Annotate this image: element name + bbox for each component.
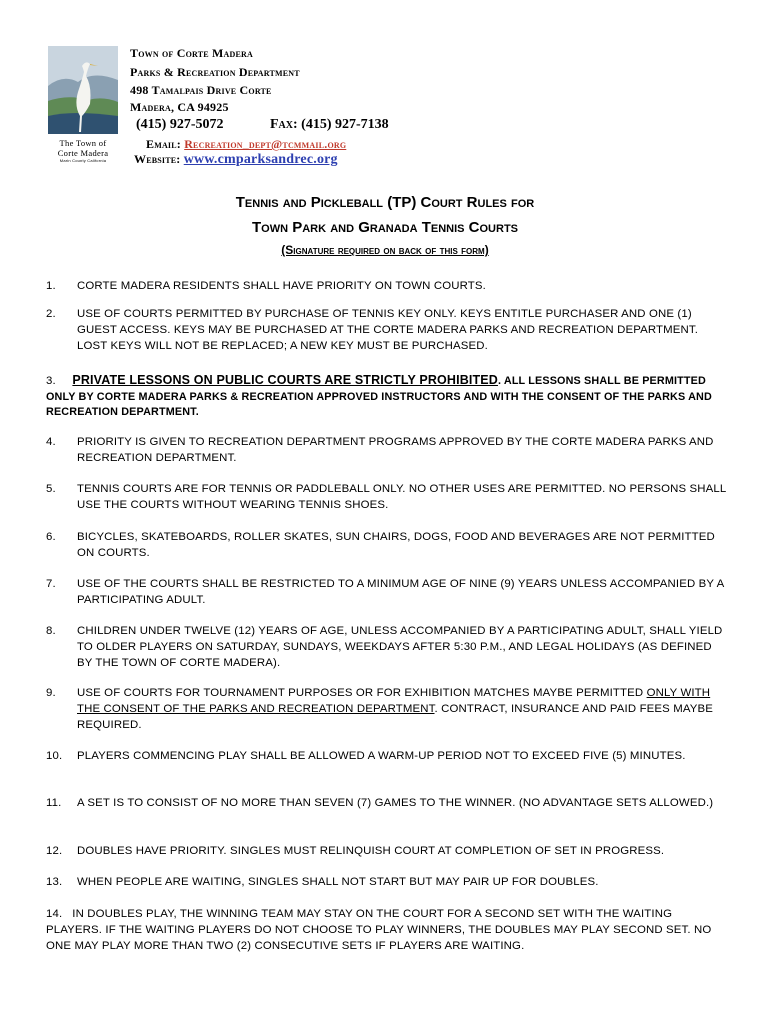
- heron-logo-image: [48, 46, 118, 134]
- rule-number: 8.: [46, 625, 56, 637]
- rule-number: 11.: [46, 797, 62, 809]
- org-address-line2: Madera, CA 94925: [130, 100, 229, 114]
- rule-number: 2.: [46, 308, 56, 320]
- rule-text: IN DOUBLES PLAY, THE WINNING TEAM MAY STAY ON THE COURT FOR A SECOND SET WITH THE WAITING PLAYERS. IF THE WAITING PLAYERS DO NOT CHOOSE TO PLAY WINNERS, THE DOUBLES MAY PLAY SECOND SET. NO ONE MAY PLAY MORE THAN TWO (2) CONSECUTIVE SETS IF PLAYERS ARE WAITING.: [46, 908, 712, 952]
- rule-12: [46, 844, 726, 860]
- rule-10: [46, 749, 726, 765]
- rule-number: 4.: [46, 436, 56, 448]
- rule-9: [46, 686, 726, 733]
- org-department: Parks & Recreation Department: [130, 65, 300, 79]
- rule-number: 3.: [46, 375, 56, 387]
- rule-text-part: . CONTRACT, INSURANCE AND PAID FEES MAYBE REQUIRED.: [77, 702, 714, 731]
- rule-text: A SET IS TO CONSIST OF NO MORE THAN SEVEN (7) GAMES TO THE WINNER. (NO ADVANTAGE SETS ALLOWED.): [77, 797, 714, 809]
- rule-text: CHILDREN UNDER TWELVE (12) YEARS OF AGE, UNLESS ACCOMPANIED BY A PARTICIPATING ADULT, SHALL YIELD TO OLDER PLAYERS ON SATURDAY, SUNDAYS, WEEKDAYS AFTER 5:30 P.M., AND LEGAL HOLIDAYS (AS DEFINED BY THE TOWN OF CORTE MADERA).: [77, 625, 723, 669]
- rule-3: [46, 373, 726, 421]
- rule-13: [46, 875, 726, 891]
- website-row: [134, 152, 338, 168]
- rule-2: [46, 307, 726, 354]
- email-link[interactable]: Recreation_dept@tcmmail.org: [184, 137, 347, 151]
- rule-text-underlined: ONLY WITH THE CONSENT OF THE PARKS AND RECREATION DEPARTMENT: [77, 687, 711, 715]
- rule-text: CORTE MADERA RESIDENTS SHALL HAVE PRIORITY ON TOWN COURTS.: [77, 280, 486, 292]
- page-title-line1: Tennis and Pickleball (TP) Court Rules for: [235, 194, 535, 211]
- rule-6: [46, 530, 726, 562]
- rule-number: 10.: [46, 750, 63, 762]
- org-address-line1: 498 Tamalpais Drive Corte: [130, 83, 272, 97]
- rule-number: 6.: [46, 531, 56, 543]
- rule-1: [46, 279, 726, 295]
- rule-number: 13.: [46, 876, 63, 888]
- rule-text-emphasis: PRIVATE LESSONS ON PUBLIC COURTS ARE STRICTLY PROHIBITED: [72, 373, 498, 387]
- rule-text: PLAYERS COMMENCING PLAY SHALL BE ALLOWED A WARM-UP PERIOD NOT TO EXCEED FIVE (5) MINUTES.: [77, 750, 686, 762]
- rule-number: 14.: [46, 908, 63, 920]
- town-logo: [48, 46, 118, 176]
- logo-line-3: Marin County California: [59, 158, 107, 163]
- rule-text: DOUBLES HAVE PRIORITY. SINGLES MUST RELINQUISH COURT AT COMPLETION OF SET IN PROGRESS.: [77, 845, 665, 857]
- rule-5: [46, 482, 726, 514]
- rule-7: [46, 577, 726, 609]
- rule-11: [46, 796, 726, 812]
- rule-text: TENNIS COURTS ARE FOR TENNIS OR PADDLEBALL ONLY. NO OTHER USES ARE PERMITTED. NO PERSONS SHALL USE THE COURTS WITHOUT WEARING TENNIS SHOES.: [77, 483, 726, 511]
- rule-number: 5.: [46, 483, 56, 495]
- rule-4: [46, 435, 726, 467]
- rule-text: . ALL LESSONS SHALL BE PERMITTED ONLY BY CORTE MADERA PARKS & RECREATION APPROVED INSTRUCTORS AND WITH THE CONSENT OF THE PARKS AND RECREATION DEPARTMENT.: [46, 375, 712, 418]
- rule-text-part: USE OF COURTS FOR TOURNAMENT PURPOSES OR FOR EXHIBITION MATCHES MAYBE PERMITTED: [77, 687, 647, 699]
- logo-line-1: The Town of: [59, 138, 107, 148]
- logo-line-2: Corte Madera: [57, 148, 109, 158]
- signature-note: (Signature required on back of this form): [281, 243, 489, 257]
- rule-number: 12.: [46, 845, 63, 857]
- email-label: Email:: [146, 137, 181, 151]
- rule-8: [46, 624, 726, 671]
- fax-number: Fax: (415) 927-7138: [270, 117, 389, 132]
- rule-number: 1.: [46, 280, 56, 292]
- rule-text: [77, 686, 726, 733]
- rule-text: WHEN PEOPLE ARE WAITING, SINGLES SHALL NOT START BUT MAY PAIR UP FOR DOUBLES.: [77, 876, 599, 888]
- phone-number: (415) 927-5072: [136, 117, 224, 132]
- rule-number: 9.: [46, 687, 56, 699]
- rule-text: USE OF COURTS PERMITTED BY PURCHASE OF TENNIS KEY ONLY. KEYS ENTITLE PURCHASER AND ONE (1) GUEST ACCESS. KEYS MAY BE PURCHASED AT THE CORTE MADERA PARKS AND RECREATION DEPARTMENT. LOST KEYS WILL NOT BE REPLACED; A NEW KEY MUST BE PURCHASED.: [77, 308, 699, 352]
- rule-number: 7.: [46, 578, 56, 590]
- email-row: [146, 137, 346, 152]
- website-link[interactable]: www.cmparksandrec.org: [183, 152, 338, 167]
- rule-text: BICYCLES, SKATEBOARDS, ROLLER SKATES, SUN CHAIRS, DOGS, FOOD AND BEVERAGES ARE NOT PERMITTED ON COURTS.: [77, 531, 715, 559]
- website-label: Website:: [134, 152, 181, 166]
- org-name: Town of Corte Madera: [130, 46, 253, 60]
- logo-caption: [48, 138, 118, 164]
- page-title-line2: Town Park and Granada Tennis Courts: [252, 219, 518, 236]
- rule-text: USE OF THE COURTS SHALL BE RESTRICTED TO A MINIMUM AGE OF NINE (9) YEARS UNLESS ACCOMPANIED BY A PARTICIPATING ADULT.: [77, 578, 724, 606]
- rule-14: [46, 907, 726, 954]
- rule-text: PRIORITY IS GIVEN TO RECREATION DEPARTMENT PROGRAMS APPROVED BY THE CORTE MADERA PARKS AND RECREATION DEPARTMENT.: [77, 436, 714, 464]
